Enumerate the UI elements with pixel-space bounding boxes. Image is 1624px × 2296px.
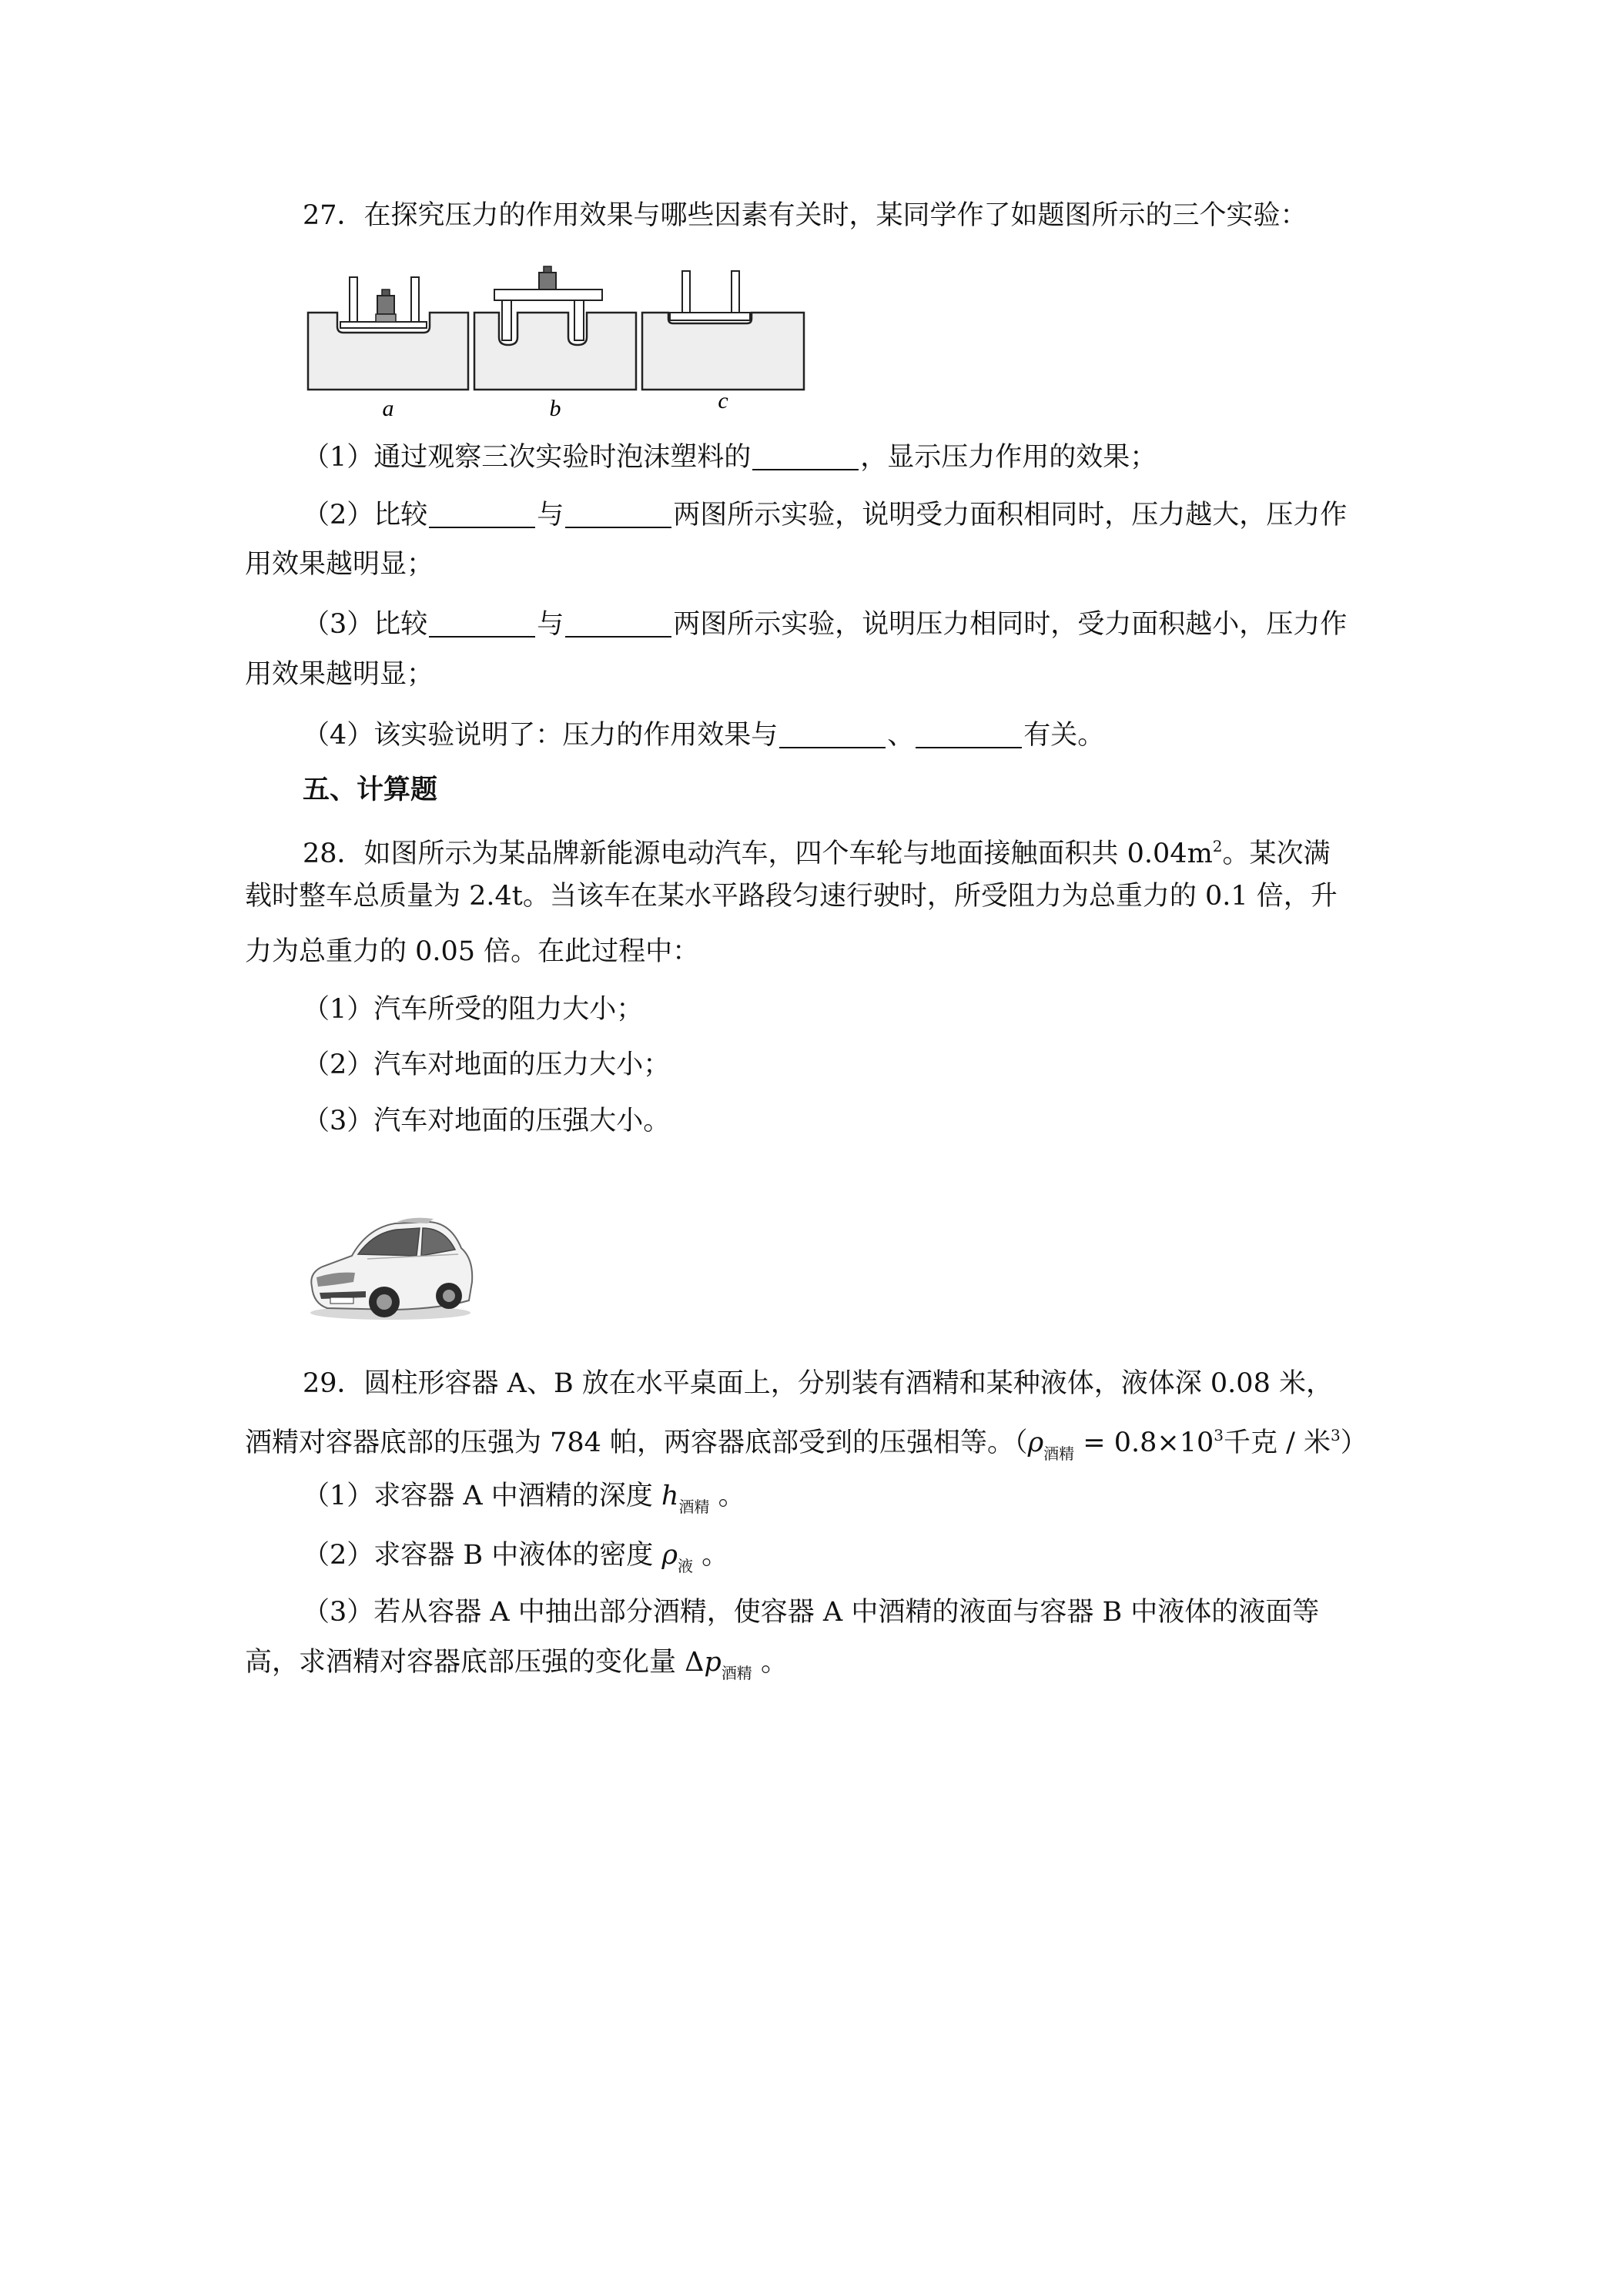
q29-sub1-end: 。 [709,1481,745,1511]
equation-value: = 0.8×10 [1074,1427,1214,1458]
superscript: 3 [1214,1426,1224,1444]
panel-c [642,271,804,390]
answer-blank[interactable] [429,608,535,638]
q27-part2-cont: 用效果越明显； [245,549,434,580]
label-b: b [549,396,561,421]
q29-sub3-end: 。 [752,1647,788,1678]
q27-part2 [303,497,1347,534]
electric-car-image [304,1211,477,1323]
subscript: 酒精 [1043,1444,1075,1463]
q27-part4 [303,717,1104,754]
q28-sub2: （2）汽车对地面的压力大小； [303,1049,671,1080]
q27-part2-text-end: 两图所示实验，说明受力面积相同时，压力越大，压力作 [673,500,1348,530]
q27-part4-text: （4）该实验说明了：压力的作用效果与 [303,720,779,751]
q29-sub3-text: 高，求酒精对容器底部压强的变化量 Δ [245,1647,705,1678]
q29-sub1-text: （1）求容器 A 中酒精的深度 [303,1481,661,1511]
variable: ρ [661,1540,678,1571]
q27-part4-text-end: 有关。 [1023,720,1105,751]
q29-line2-end: ） [1340,1427,1368,1458]
answer-blank[interactable] [752,441,859,470]
subscript: 酒精 [678,1498,710,1516]
label-a: a [382,396,394,421]
q27-part2-text: （2）比较 [303,500,428,530]
q29-sub1 [303,1478,745,1525]
superscript: 2 [1212,837,1223,855]
q29-sub3-line1: （3）若从容器 A 中抽出部分酒精，使容器 A 中酒精的液面与容器 B 中液体的液面等 [303,1597,1320,1628]
q27-part1 [303,439,1157,476]
q27-part3-mid: 与 [537,609,564,640]
q27-stem: 27．在探究压力的作用效果与哪些因素有关时，某同学作了如题图所示的三个实验： [303,200,1308,231]
answer-blank[interactable] [429,499,535,528]
q27-experiment-figure [306,262,815,423]
q29-sub3-line2 [245,1644,788,1692]
q27-part3-text: （3）比较 [303,609,428,640]
answer-blank[interactable] [779,719,886,748]
panel-a [308,277,468,390]
q27-part1-text: （1）通过观察三次实验时泡沫塑料的 [303,442,752,473]
q28-sub1: （1）汽车所受的阻力大小； [303,994,644,1025]
q29-sub2-text: （2）求容器 B 中液体的密度 [303,1540,662,1571]
section-heading: 五、计算题 [303,774,438,805]
q28-sub3: （3）汽车对地面的压强大小。 [303,1106,671,1136]
variable: p [704,1647,722,1678]
answer-blank[interactable] [565,499,671,528]
q29-sub2-end: 。 [692,1540,729,1571]
q28-line3: 力为总重力的 0.05 倍。在此过程中： [245,936,700,967]
q28-line1-text: 28．如图所示为某品牌新能源电动汽车，四个车轮与地面接触面积共 0.04m [303,838,1213,869]
q27-part3-cont: 用效果越明显； [245,659,434,690]
subscript: 液 [677,1557,693,1575]
q27-part4-mid: 、 [887,720,915,751]
q29-sub2 [303,1537,728,1585]
equation-unit: 千克 / 米 [1223,1427,1331,1458]
answer-blank[interactable] [916,719,1022,748]
superscript: 3 [1331,1426,1341,1444]
q29-line2 [245,1417,1368,1472]
q27-part1-text-end: ，显示压力作用的效果； [860,442,1157,473]
q28-line2: 载时整车总质量为 2.4t。当该车在某水平路段匀速行驶时，所受阻力为总重力的 0.1 倍，升 [245,881,1338,912]
panel-b [474,266,636,390]
q27-part3 [303,606,1347,643]
q29-line2-text: 酒精对容器底部的压强为 784 帕，两容器底部受到的压强相等。（ [245,1427,1028,1458]
label-c: c [718,388,728,413]
q28-line1 [303,828,1331,872]
rho-symbol: ρ [1027,1427,1044,1458]
answer-blank[interactable] [565,608,671,638]
q28-line1-end: 。某次满 [1222,838,1331,869]
variable: h [661,1481,679,1511]
subscript: 酒精 [721,1664,752,1682]
q27-part3-text-end: 两图所示实验，说明压力相同时，受力面积越小，压力作 [673,609,1348,640]
q29-line1: 29．圆柱形容器 A、B 放在水平桌面上，分别装有酒精和某种液体，液体深 0.08 米， [303,1368,1333,1399]
q27-part2-mid: 与 [537,500,564,530]
